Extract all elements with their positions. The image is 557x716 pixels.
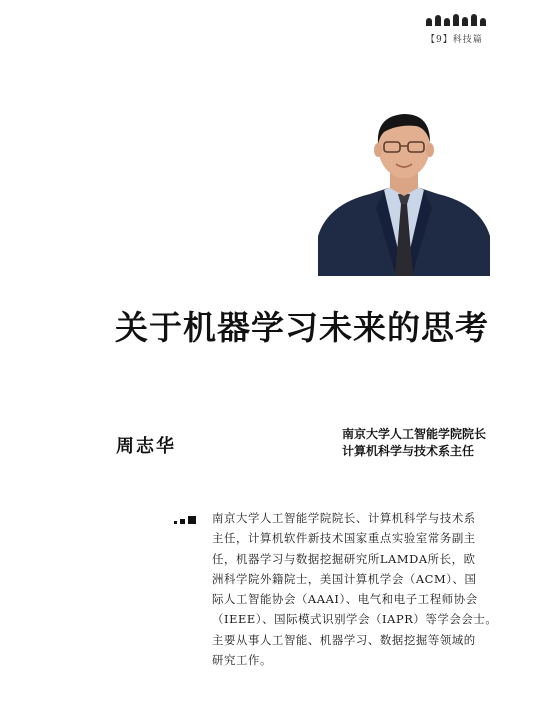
author-bio — [212, 508, 498, 670]
bio-line: 主任，计算机软件新技术国家重点实验室常务副主 — [212, 531, 476, 546]
bio-line: （IEEE）、国际模式识别学会（IAPR）等学会会士。 — [212, 612, 498, 627]
bio-line: 主要从事人工智能、机器学习、数据挖掘等领域的 — [212, 632, 476, 647]
position-line: 南京大学人工智能学院院长 — [342, 427, 487, 441]
bio-line: 际人工智能协会（AAAI）、电气和电子工程师协会 — [212, 592, 478, 607]
bio-line: 南京大学人工智能学院院长、计算机科学与技术系 — [212, 511, 476, 525]
author-name: 周志华 — [116, 436, 176, 457]
author-position — [342, 426, 486, 460]
bio-line: 研究工作。 — [212, 653, 272, 668]
bio-line: 洲科学院外籍院士，美国计算机学会（ACM）、国 — [212, 571, 477, 586]
logo-mark-icon — [426, 14, 496, 26]
bio-line: 任，机器学习与数据挖掘研究所LAMDA所长，欧 — [212, 551, 476, 566]
bio-marker-icon — [174, 514, 198, 526]
position-line: 计算机科学与技术系主任 — [342, 444, 475, 458]
logo-text: 【9】科技篇 — [426, 35, 483, 45]
portrait-illustration — [318, 108, 490, 276]
publication-logo — [426, 14, 496, 45]
author-portrait — [318, 108, 490, 276]
article-title: 关于机器学习未来的思考 — [115, 308, 489, 347]
